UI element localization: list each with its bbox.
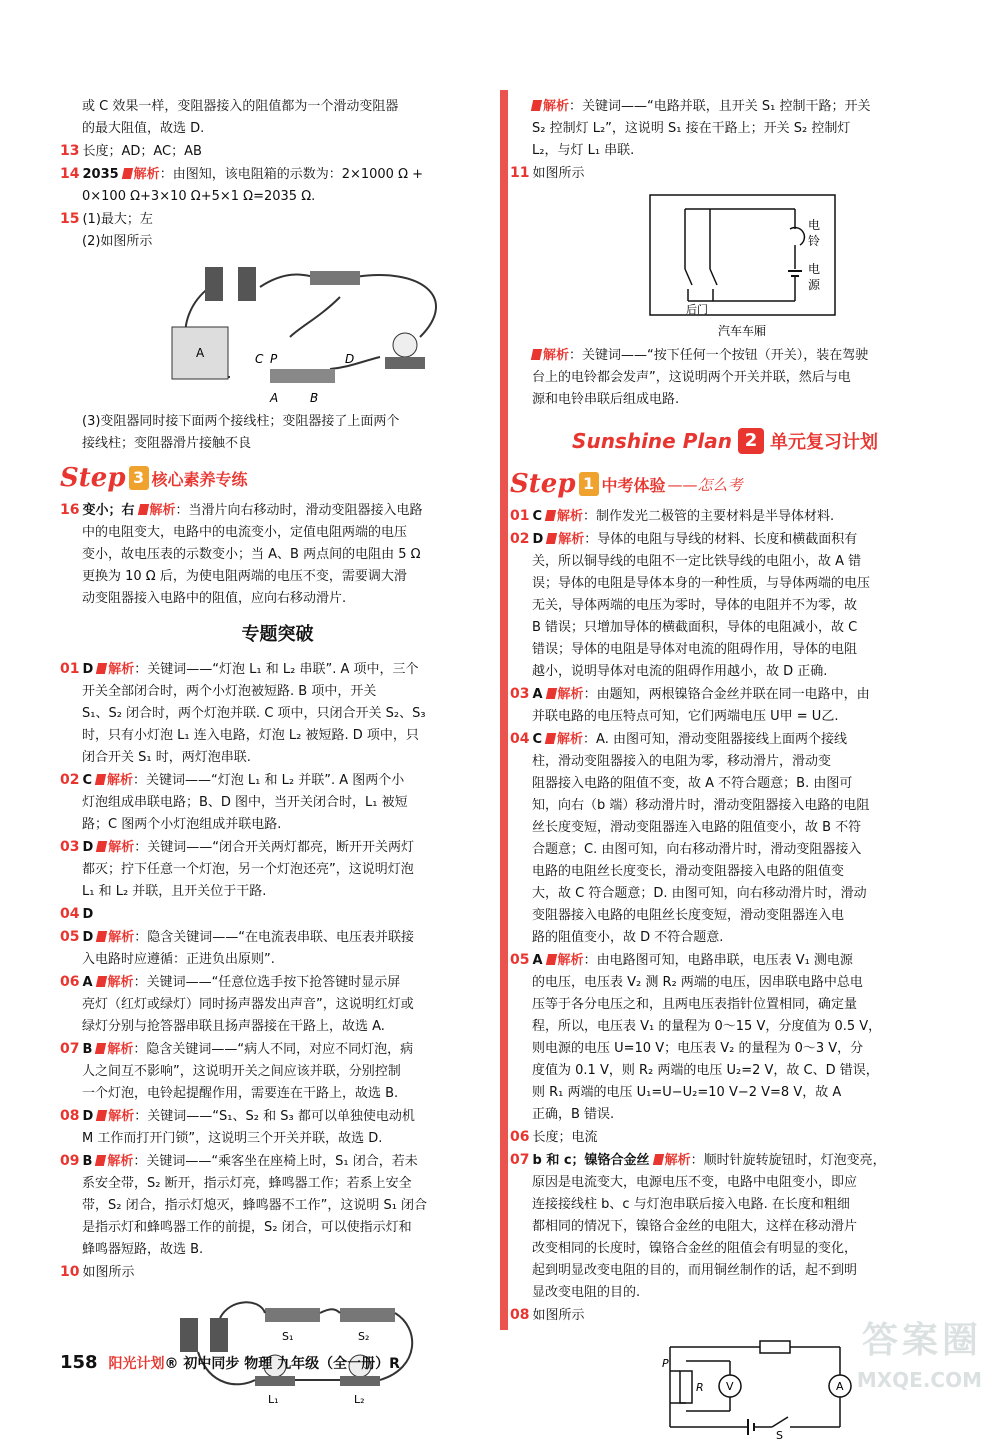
analysis-icon: [531, 100, 542, 111]
text-line: 闭合开关 S₁ 时，两灯泡串联.: [82, 750, 251, 765]
analysis-text: ：关键词——“任意位选手按下抢答键时显示屏: [133, 975, 401, 990]
q-number: 07: [510, 1152, 530, 1168]
answer-15: [60, 208, 495, 231]
text-line: 0×100 Ω+3×10 Ω+5×1 Ω=2035 Ω.: [82, 189, 316, 204]
answer-choice: C: [82, 773, 93, 788]
column-divider: [500, 90, 508, 1330]
q-number: 07: [60, 1041, 80, 1057]
answer-06: [510, 1126, 940, 1149]
analysis-label: 解析: [557, 509, 584, 524]
answer-choice: A: [532, 687, 543, 702]
label-b: B: [310, 391, 319, 405]
switch-icon: [685, 269, 692, 285]
analysis-icon: [122, 168, 133, 179]
analysis-icon: [137, 504, 148, 515]
analysis-icon: [545, 688, 556, 699]
answer-item: [60, 1105, 495, 1128]
bell-label: 铃: [808, 234, 821, 248]
q-number: 03: [510, 686, 530, 702]
battery-icon: [180, 1318, 198, 1352]
right-column: [510, 96, 940, 1445]
answer-text: 如图所示: [82, 1265, 135, 1280]
answer-text: 如图所示: [532, 1308, 585, 1323]
analysis-label: 解析: [108, 662, 135, 677]
text-line: 越小，说明导体对电流的阻碍作用越小，故 D 正确.: [532, 664, 828, 679]
label-a: A: [270, 391, 279, 405]
page-number: 158: [60, 1352, 98, 1373]
label-s1: S₁: [282, 1330, 294, 1343]
analysis-text: ：A. 由图可知，滑动变阻器接线上面两个接线: [583, 732, 847, 747]
answer-value: 2035: [82, 167, 119, 182]
q-number: 10: [60, 1264, 80, 1280]
answer-choice: D: [82, 907, 94, 922]
answer-item: [60, 658, 495, 681]
analysis-icon: [545, 954, 556, 965]
switch-icon: [772, 1417, 788, 1427]
analysis-text: ：隐含关键词——“病人不同，对应不同灯泡，病: [133, 1042, 414, 1057]
switch-icon: [710, 269, 717, 285]
analysis-label: 解析: [108, 930, 135, 945]
analysis-text: ：关键词——“灯泡 L₁ 和 L₂ 并联”. A 图两个小: [133, 773, 405, 788]
plan-title: 单元复习计划: [769, 432, 878, 453]
source-label: 电: [808, 262, 821, 276]
analysis-label: 解析: [543, 99, 570, 114]
answer-item: [60, 769, 495, 792]
q-number: 05: [510, 952, 530, 968]
answer-item: [60, 926, 495, 949]
q-number: 11: [510, 165, 530, 181]
watermark: [812, 1312, 982, 1392]
bulb-icon: [393, 333, 417, 357]
analysis-text: ：由题知，两根镍铬合金丝并联在同一电路中，由: [583, 687, 870, 702]
text-line: 改变相同的长度时，镍铬合金丝的阻值会有明显的变化，: [532, 1241, 858, 1256]
text-line: 是指示灯和蜂鸣器工作的前提，S₂ 闭合，可以使指示灯和: [82, 1220, 412, 1235]
answer-item: [60, 836, 495, 859]
q-number: 14: [60, 166, 80, 182]
text-line: S₁、S₂ 闭合时，两个灯泡并联. C 项中，只闭合开关 S₂、S₃: [82, 706, 426, 721]
text-line: 柱，滑动变阻器接入的电阻为零，移动滑片，滑动变: [532, 754, 832, 769]
analysis-text: ：隐含关键词——“在电流表串联、电压表并联接: [134, 930, 415, 945]
analysis-label: 解析: [108, 840, 135, 855]
q-number: 01: [60, 661, 80, 677]
answer-choice: A: [82, 975, 93, 990]
text-line: 程，所以，电压表 V₁ 的量程为 0～15 V，分度值为 0.5 V，: [532, 1019, 882, 1034]
analysis-icon: [545, 510, 556, 521]
text-line: B 错误；只增加导体的横截面积，导体的电阻减小，故 C: [532, 620, 858, 635]
analysis-icon: [96, 663, 107, 674]
plan-word: Sunshine Plan: [572, 429, 732, 453]
text-line: 误；导体的电阻是导体本身的一种性质，与导体两端的电压: [532, 576, 871, 591]
step-number: 3: [129, 466, 149, 490]
text-line: 正确，B 错误.: [532, 1107, 615, 1122]
answer-10: [60, 1261, 495, 1284]
text-line: 人之间互不影响”，这说明开关之间应该并联，分别控制: [82, 1064, 401, 1079]
section-title: 专题突破: [241, 624, 314, 645]
answer-choice: D: [82, 662, 94, 677]
analysis-icon: [96, 931, 107, 942]
answer-choice: C: [532, 509, 543, 524]
text-line: 一个灯泡，电铃起提醒作用，需要连在干路上，故选 B.: [82, 1086, 399, 1101]
answer-item: [60, 1038, 495, 1061]
analysis-label: 解析: [557, 732, 584, 747]
text-line: 接线柱；变阻器滑片接触不良: [82, 436, 252, 451]
switch-icon: [340, 1308, 395, 1322]
analysis-icon: [96, 841, 107, 852]
text-line: 绿灯分别与抢答器串联且扬声器接在干路上，故选 A.: [82, 1019, 385, 1034]
battery-icon: [238, 267, 256, 301]
text-line: 路；C 图两个小灯泡组成并联电路.: [82, 817, 282, 832]
text-line: 开关全部闭合时，两个小灯泡被短路. B 项中，开关: [82, 684, 377, 699]
plan-number: 2: [738, 428, 764, 454]
answer-text: 如图所示: [532, 166, 585, 181]
analysis-label: 解析: [107, 1042, 134, 1057]
text-line: 中的电阻变大，电路中的电流变小，定值电阻两端的电压: [82, 525, 408, 540]
answer-choice: B: [82, 1154, 93, 1169]
text-line: 错误；导体的电阻是导体对电流的阻碍作用，导体的电阻: [532, 642, 858, 657]
text-line: 灯泡组成串联电路；B、D 图中，当开关闭合时，L₁ 被短: [82, 795, 408, 810]
page-footer: [60, 1352, 400, 1373]
q-number: 08: [60, 1108, 80, 1124]
answer-choice: D: [82, 1109, 94, 1124]
text-line: M 工作而打开门锁”，这说明三个开关并联，故选 D.: [82, 1131, 383, 1146]
door-label: 后门: [686, 303, 708, 316]
analysis-label: 解析: [149, 503, 176, 518]
analysis-text: ：关键词——“电路并联，且开关 S₁ 控制干路；开关: [569, 99, 871, 114]
label-r: R: [696, 1381, 704, 1394]
text-line: 都相同的情况下，镍铬合金丝的电阻大，这样在移动滑片: [532, 1219, 858, 1234]
answer-item: [60, 1150, 495, 1173]
q-number: 02: [60, 772, 80, 788]
text-line: 则 R₁ 两端的电压 U₁=U−U₂=10 V−2 V=8 V，故 A: [532, 1085, 842, 1100]
text-line: 压等于各分电压之和，且两电压表指针位置相同，确定量: [532, 997, 858, 1012]
text-line: 显改变电阻的目的.: [532, 1285, 641, 1300]
circuit-photo-diagram: [60, 1288, 495, 1408]
text-line: S₂ 控制灯 L₂”，这说明 S₁ 接在干路上；开关 S₂ 控制灯: [532, 121, 851, 136]
analysis-label: 解析: [107, 1154, 134, 1169]
label-d: D: [345, 352, 355, 366]
analysis-line: [510, 96, 940, 118]
text-line: 动变阻器接入电路中的阻值，应向右移动滑片.: [82, 591, 347, 606]
label-s2: S₂: [358, 1330, 370, 1343]
analysis-line: [510, 345, 940, 367]
analysis-label: 解析: [664, 1153, 691, 1168]
label-p: P: [270, 352, 278, 366]
q-number: 13: [60, 143, 80, 159]
text-line: 台上的电铃都会发声”，这说明两个开关并联，然后与电: [532, 370, 851, 385]
text-line: 都灭；拧下任意一个灯泡，另一个灯泡还亮”，这说明灯泡: [82, 862, 414, 877]
answer-item: [60, 971, 495, 994]
q-number: 06: [60, 974, 80, 990]
analysis-label: 解析: [557, 953, 584, 968]
answer-list: [510, 505, 940, 1126]
q-number: 09: [60, 1153, 80, 1169]
text-line: L₁ 和 L₂ 并联，且开关位于干路.: [82, 884, 267, 899]
analysis-label: 解析: [133, 167, 160, 182]
q-number: 02: [510, 531, 530, 547]
analysis-text: ：顺时针旋转旋钮时，灯泡变亮，: [690, 1153, 886, 1168]
left-column: [60, 96, 495, 1412]
answer-text: 长度；AD；AC；AB: [82, 144, 202, 159]
watermark-url: MXQE.COM: [856, 1368, 982, 1392]
q-number: 03: [60, 839, 80, 855]
answer-value: b 和 c；镍铬合金丝: [532, 1153, 650, 1168]
analysis-icon: [546, 533, 557, 544]
brand-name: 阳光计划: [108, 1356, 165, 1372]
rheostat-icon: [680, 1371, 692, 1403]
analysis-label: 解析: [557, 687, 584, 702]
analysis-text: ：由电路图可知，电路串联，电压表 V₁ 测电源: [583, 953, 853, 968]
q-number: 01: [510, 508, 530, 524]
analysis-label: 解析: [558, 532, 585, 547]
text-line: 大，故 C 符合题意；D. 由图可知，向右移动滑片时，滑动: [532, 886, 867, 901]
analysis-label: 解析: [108, 1109, 135, 1124]
text-line: 原因是电流变大，电源电压不变，电路中电阻变小，即应: [532, 1175, 858, 1190]
step-word: Step: [60, 463, 126, 493]
analysis-text: ：由图知，该电阻箱的示数为：2×1000 Ω +: [159, 167, 424, 182]
text-line: 度值为 0.1 V，则 R₂ 两端的电压 U₂=2 V，故 C、D 错误，: [532, 1063, 879, 1078]
book-title: 初中同步 物理 九年级（全一册）R: [183, 1356, 400, 1372]
answer-11: [510, 162, 940, 185]
figure-caption: 汽车车厢: [718, 324, 767, 338]
analysis-label: 解析: [543, 348, 570, 363]
answer-choice: D: [82, 930, 94, 945]
answer-list: [60, 658, 495, 1261]
analysis-label: 解析: [107, 975, 134, 990]
text-line: 丝长度变短，滑动变阻器连入电路的阻值变小，故 B 不符: [532, 820, 862, 835]
label-l1: L₁: [268, 1393, 279, 1406]
text-line: 阻器接入电路的阻值不变，故 A 不符合题意；B. 由图可: [532, 776, 853, 791]
step-3-heading: [60, 461, 495, 495]
text-line: 变小，故电压表的示数变小；当 A、B 两点间的电阻由 5 Ω: [82, 547, 421, 562]
text-line: 或 C 效果一样，变阻器接入的阻值都为一个滑动变阻器: [82, 99, 399, 114]
q-number: 15: [60, 211, 80, 227]
text-line: 并联电路的电压特点可知，它们两端电压 U甲 = U乙.: [532, 709, 839, 724]
analysis-icon: [545, 733, 556, 744]
text-line: (2)如图所示: [82, 234, 153, 249]
answer-choice: A: [532, 953, 543, 968]
analysis-text: ：关键词——“S₁、S₂ 和 S₃ 都可以单独使电动机: [134, 1109, 415, 1124]
q-number: 06: [510, 1129, 530, 1145]
registered-mark: ®: [164, 1356, 179, 1372]
answer-choice: D: [532, 532, 544, 547]
sunshine-plan-heading: [510, 421, 940, 461]
label-a: A: [836, 1380, 844, 1393]
answer-choice: B: [82, 1042, 93, 1057]
step-title: 核心素养专练: [151, 469, 248, 489]
analysis-label: 解析: [107, 773, 134, 788]
step-number: 1: [579, 472, 599, 496]
text-line: 的最大阻值，故选 D.: [82, 121, 205, 136]
text-line: 系安全带，S₂ 断开，指示灯亮，蜂鸣器工作；若系上安全: [82, 1176, 412, 1191]
car-circuit-diagram: [510, 189, 940, 341]
text-line: 起到明显改变电阻的目的，而用铜丝制作的话，起不到明: [532, 1263, 858, 1278]
analysis-icon: [531, 349, 542, 360]
answer-item: [60, 903, 495, 926]
answer-item: [510, 949, 940, 972]
text-line: 变阻器接入电路的电阻丝长度变短，滑动变阻器连入电: [532, 908, 845, 923]
text-line: 亮灯（红灯或绿灯）同时扬声器发出声音”，这说明红灯或: [82, 997, 414, 1012]
step-word: Step: [510, 469, 576, 499]
text-line: 关，所以铜导线的电阻不一定比铁导线的电阻小，故 A 错: [532, 554, 862, 569]
text-line: 蜂鸣器短路，故选 B.: [82, 1242, 204, 1257]
text-line: 带，S₂ 闭合，指示灯熄灭，蜂鸣器不工作”，这说明 S₁ 闭合: [82, 1198, 428, 1213]
text-line: 合题意；C. 由图可知，向右移动滑片时，滑动变阻器接入: [532, 842, 862, 857]
answer-13: [60, 140, 495, 163]
step-title: 中考体验: [601, 475, 666, 495]
text-line: 连接接线柱 b、c 与灯泡串联后接入电路. 在长度和粗细: [532, 1197, 850, 1212]
text-line: 的电压，电压表 V₂ 测 R₂ 两端的电压，因串联电路中总电: [532, 975, 863, 990]
answer-16: [60, 499, 495, 522]
q-number: 08: [510, 1307, 530, 1323]
answer-item: [510, 728, 940, 751]
q-number: 16: [60, 502, 80, 518]
label-p: P: [662, 1357, 669, 1370]
battery-icon: [210, 1318, 228, 1352]
bell-icon: [790, 228, 804, 245]
figure-10-circuit: [60, 1288, 495, 1408]
switch-icon: [310, 271, 360, 285]
q-number: 04: [510, 731, 530, 747]
rheostat-icon: [270, 369, 335, 383]
text-line: 电路的电阻丝长度变长，滑动变阻器接入电路的阻值变: [532, 864, 845, 879]
analysis-text: ：导体的电阻与导线的材料、长度和横截面积有: [584, 532, 858, 547]
label-l2: L₂: [354, 1393, 365, 1406]
text-line: 无关，导体两端的电压为零时，导体的电阻并不为零，故: [532, 598, 858, 613]
answer-value: 变小；右: [82, 503, 135, 518]
text-line: 路的阻值变小，故 D 不符合题意.: [532, 930, 724, 945]
meter-letter: A: [196, 346, 205, 360]
analysis-icon: [95, 1155, 106, 1166]
step-1-heading: [510, 467, 940, 501]
analysis-text: ：关键词——“按下任何一个按钮（开关），装在驾驶: [569, 348, 869, 363]
text-line: 更换为 10 Ω 后，为使电阻两端的电压不变，需要调大滑: [82, 569, 407, 584]
text-line: 源和电铃串联后组成电路.: [532, 392, 680, 407]
answer-14: [60, 163, 495, 186]
text-line: (3)变阻器同时接下面两个接线柱；变阻器接了上面两个: [82, 414, 400, 429]
battery-icon: [205, 267, 223, 301]
resistor-icon: [760, 1341, 790, 1353]
text-line: L₂，与灯 L₁ 串联.: [532, 143, 635, 158]
label-s: S: [776, 1429, 783, 1442]
bell-label: 电: [808, 218, 821, 232]
text-line: 则电源的电压 U=10 V；电压表 V₂ 的量程为 0～3 V，分: [532, 1041, 864, 1056]
watermark-text: 答案圈: [861, 1320, 982, 1361]
analysis-icon: [95, 976, 106, 987]
circuit-photo-diagram: [60, 257, 495, 407]
q-number: 04: [60, 906, 80, 922]
text-line: 知，向右（b 端）移动滑片时，滑动变阻器接入电路的电阻: [532, 798, 870, 813]
answer-item: [510, 528, 940, 551]
analysis-icon: [95, 774, 106, 785]
answer-item: [510, 683, 940, 706]
text-line: 时，只有小灯泡 L₁ 连入电路，灯泡 L₂ 被短路. D 项中，只: [82, 728, 419, 743]
analysis-text: ：关键词——“灯泡 L₁ 和 L₂ 串联”. A 项中，三个: [134, 662, 419, 677]
source-label: 源: [808, 278, 821, 292]
answer-text: 长度；电流: [532, 1130, 598, 1145]
analysis-icon: [652, 1154, 663, 1165]
analysis-text: ：制作发光二极管的主要材料是半导体材料.: [583, 509, 835, 524]
label-v: V: [726, 1380, 734, 1393]
answer-choice: D: [82, 840, 94, 855]
figure-11-circuit: [510, 189, 940, 341]
analysis-text: ：当滑片向右移动时，滑动变阻器接入电路: [175, 503, 423, 518]
step-subtitle: ——怎么考: [667, 475, 743, 494]
analysis-icon: [96, 1110, 107, 1121]
label-c: C: [255, 352, 264, 366]
answer-choice: C: [532, 732, 543, 747]
switch-icon: [265, 1308, 320, 1322]
answer-text: (1)最大；左: [82, 212, 153, 227]
answer-item: [510, 505, 940, 528]
answer-07: [510, 1149, 940, 1172]
analysis-text: ：关键词——“闭合开关两灯都亮，断开开关两灯: [134, 840, 415, 855]
figure-15-circuit: [60, 257, 495, 407]
analysis-text: ：关键词——“乘客坐在座椅上时，S₁ 闭合，若未: [133, 1154, 418, 1169]
analysis-icon: [95, 1043, 106, 1054]
text-line: 入电路时应遵循：正进负出原则”.: [82, 952, 275, 967]
q-number: 05: [60, 929, 80, 945]
